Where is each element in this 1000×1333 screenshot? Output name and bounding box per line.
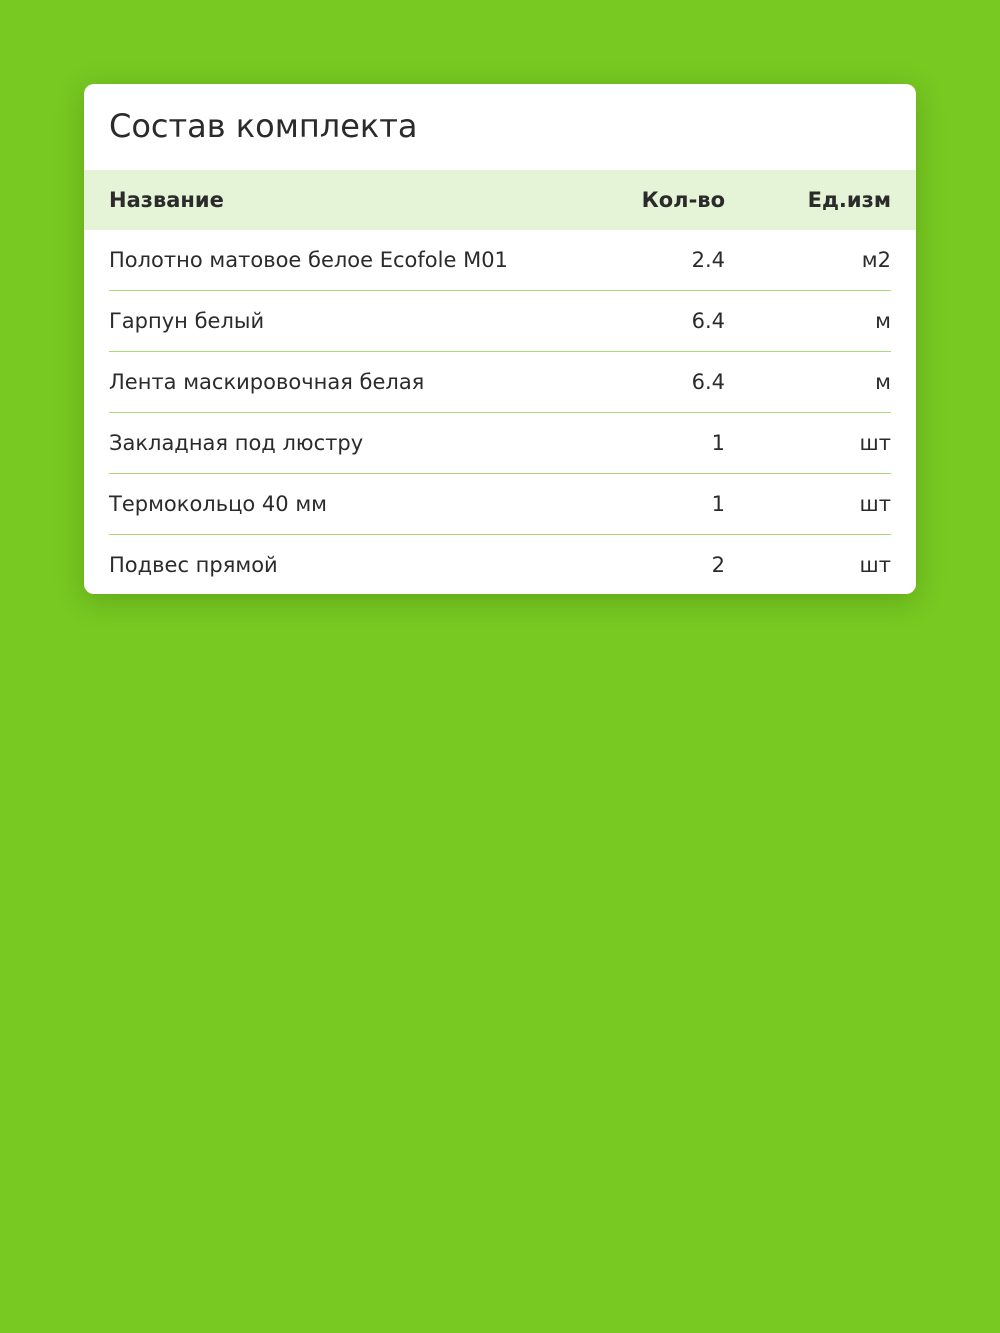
cell-qty: 6.4 bbox=[691, 370, 725, 394]
table-row bbox=[109, 352, 891, 413]
kit-table bbox=[84, 170, 916, 594]
cell-name: Полотно матовое белое Ecofole M01 bbox=[109, 248, 508, 272]
header-name: Название bbox=[109, 188, 224, 212]
table-row bbox=[109, 413, 891, 474]
cell-unit: м bbox=[875, 309, 891, 333]
table-row bbox=[109, 291, 891, 352]
cell-qty: 2.4 bbox=[691, 248, 725, 272]
cell-qty: 6.4 bbox=[691, 309, 725, 333]
cell-unit: шт bbox=[859, 553, 891, 577]
header-unit: Ед.изм bbox=[807, 188, 891, 212]
cell-name: Термокольцо 40 мм bbox=[109, 492, 327, 516]
cell-qty: 1 bbox=[711, 431, 725, 455]
table-row bbox=[109, 230, 891, 291]
kit-contents-card bbox=[84, 84, 916, 594]
table-header-row bbox=[84, 170, 916, 230]
table-row bbox=[109, 474, 891, 535]
cell-name: Закладная под люстру bbox=[109, 431, 364, 455]
cell-unit: м2 bbox=[861, 248, 891, 272]
cell-name: Подвес прямой bbox=[109, 553, 278, 577]
cell-name: Гарпун белый bbox=[109, 309, 265, 333]
cell-unit: шт bbox=[859, 431, 891, 455]
table-row bbox=[109, 535, 891, 594]
cell-unit: шт bbox=[859, 492, 891, 516]
header-qty: Кол-во bbox=[641, 188, 725, 212]
cell-unit: м bbox=[875, 370, 891, 394]
card-title: Состав комплекта bbox=[109, 107, 418, 145]
cell-name: Лента маскировочная белая bbox=[109, 370, 425, 394]
cell-qty: 2 bbox=[711, 553, 725, 577]
cell-qty: 1 bbox=[711, 492, 725, 516]
